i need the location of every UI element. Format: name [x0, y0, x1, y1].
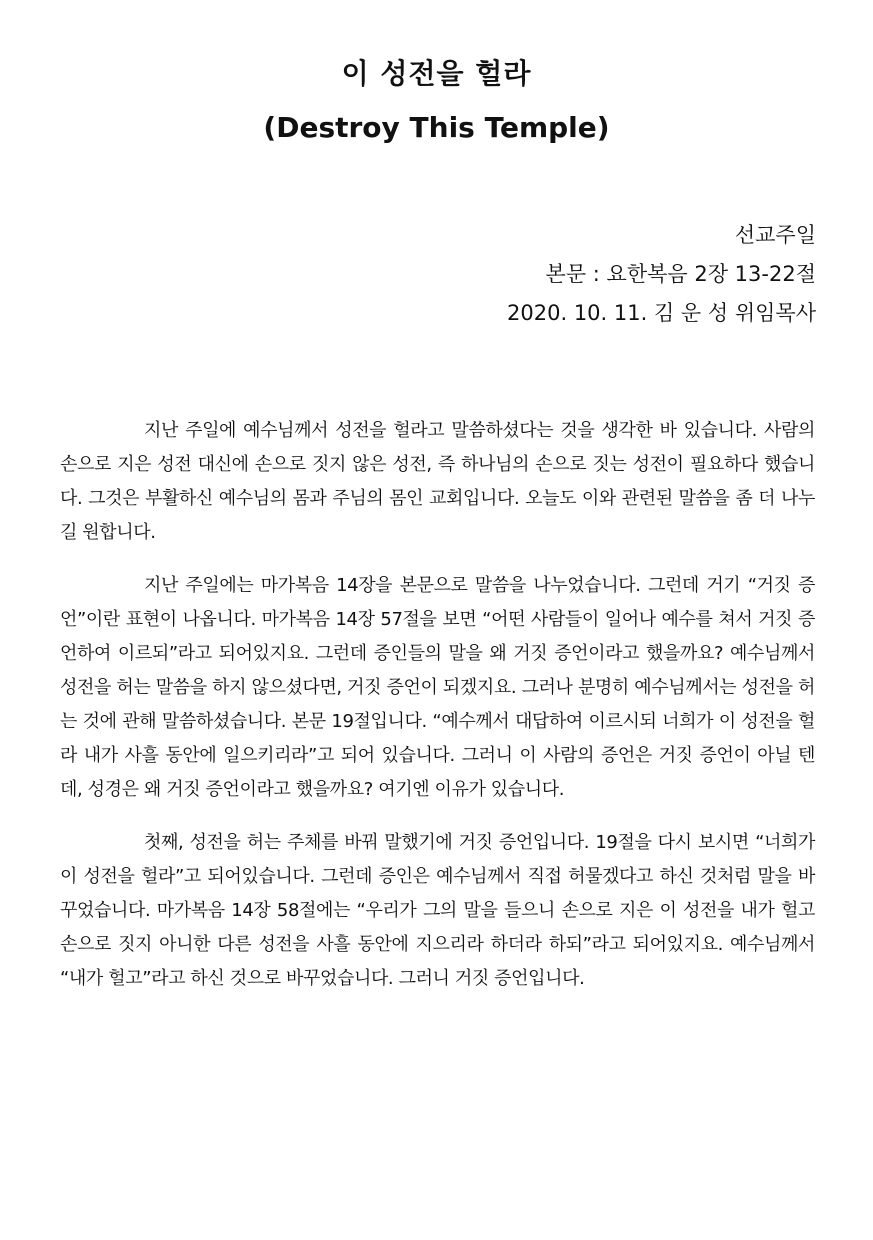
paragraph: 지난 주일에 예수님께서 성전을 헐라고 말씀하셨다는 것을 생각한 바 있습니다. 사람의 손으로 지은 성전 대신에 손으로 짓지 않은 성전, 즉 하나님의 손으로 짓는 성전이 필요하다 했습니다. 그것은 부활하신 예수님의 몸과 주님의 몸인 교회입니다. 오늘도 이와 관련된 말씀을 좀 더 나누길 원합니다. [60, 420, 815, 543]
paragraph: 지난 주일에는 마가복음 14장을 본문으로 말씀을 나누었습니다. 그런데 거기 “거짓 증언”이란 표현이 나옵니다. 마가복음 14장 57절을 보면 “어떤 사람들이 일어나 예수를 쳐서 거짓 증언하여 이르되”라고 되어있지요. 그런데 증인들의 말을 왜 거짓 증언이라고 했을까요? 예수님께서 성전을 허는 말씀을 하지 않으셨다면, 거짓 증언이 되겠지요. 그러나 분명히 예수님께서는 성전을 허는 것에 관해 말씀하셨습니다. 본문 19절입니다. “예수께서 대답하여 이르시되 너희가 이 성전을 헐라 내가 사흘 동안에 일으키리라”고 되어 있습니다. 그러니 이 사람의 증언은 거짓 증언이 아닐 텐데, 성경은 왜 거짓 증언이라고 했을까요? 여기엔 이유가 있습니다. [60, 575, 815, 800]
sermon-title: 이 성전을 헐라 [341, 57, 532, 90]
paragraph: 첫째, 성전을 허는 주체를 바꿔 말했기에 거짓 증언입니다. 19절을 다시 보시면 “너희가 이 성전을 헐라”고 되어있습니다. 그런데 증인은 예수님께서 직접 허물겠다고 하신 것처럼 말을 바꾸었습니다. 마가복음 14장 58절에는 “우리가 그의 말을 들으니 손으로 지은 이 성전을 내가 헐고 손으로 짓지 아니한 다른 성전을 사흘 동안에 지으리라 하더라 하되”라고 되어있지요. 예수님께서 “내가 헐고”라고 하신 것으로 바꾸었습니다. 그러니 거짓 증언입니다. [60, 832, 815, 989]
sermon-subtitle: (Destroy This Temple) [263, 111, 610, 144]
occasion-line: 선교주일 [734, 223, 816, 247]
date-author-line: 2020. 10. 11. 김 운 성 위임목사 [507, 301, 816, 325]
title-block [0, 52, 873, 150]
sermon-meta [507, 216, 816, 333]
scripture-line: 본문 : 요한복음 2장 13-22절 [545, 262, 816, 286]
sermon-body [60, 414, 815, 1015]
